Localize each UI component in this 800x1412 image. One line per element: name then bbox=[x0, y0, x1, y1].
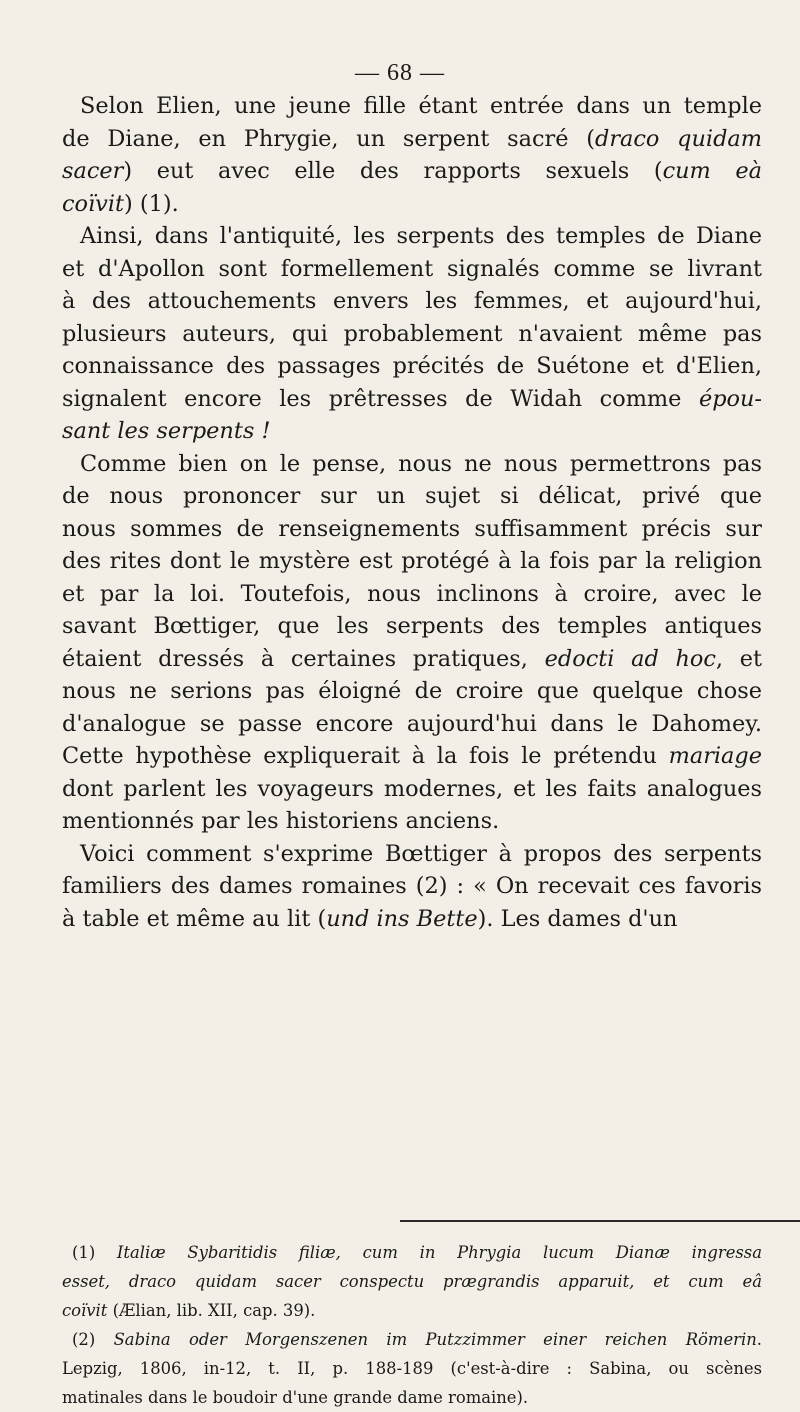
text-line bbox=[62, 318, 762, 351]
text-line bbox=[62, 870, 762, 903]
italic-text: coïvit bbox=[62, 1301, 108, 1320]
italic-text: sacer bbox=[62, 158, 124, 184]
footnote bbox=[62, 1238, 762, 1325]
italic-text: cum eà bbox=[662, 158, 762, 184]
paragraph bbox=[62, 220, 762, 448]
text-run: ) (1). bbox=[124, 190, 179, 217]
footnotes bbox=[62, 1238, 762, 1412]
italic-text: coïvit bbox=[62, 190, 124, 217]
text-line bbox=[62, 578, 762, 611]
italic-text: épou- bbox=[698, 385, 762, 412]
text-run: ). Les dames d'un bbox=[477, 905, 678, 932]
text-run: nous ne serions pas éloigné de croire que quelque chose bbox=[62, 678, 762, 704]
text-line bbox=[62, 415, 762, 448]
text-line bbox=[62, 285, 762, 318]
paragraph bbox=[62, 838, 762, 936]
page-number: — 68 — bbox=[355, 60, 445, 86]
text-run: savant Bœttiger, que les serpents des temples antiques bbox=[62, 613, 762, 639]
text-line bbox=[62, 253, 762, 286]
footnote-divider bbox=[400, 1220, 800, 1222]
italic-text: mariage bbox=[668, 743, 762, 769]
text-run: ) eut avec elle des rapports sexuels ( bbox=[123, 158, 663, 184]
footnote-line bbox=[62, 1383, 762, 1412]
italic-text: esset, draco quidam sacer conspectu prægrandis apparuit, et cum eâ bbox=[62, 1272, 762, 1291]
text-line bbox=[62, 383, 762, 416]
text-line bbox=[62, 513, 762, 546]
text-line bbox=[62, 220, 762, 253]
text-line bbox=[62, 773, 762, 806]
text-run: de nous prononcer sur un sujet si délicat, privé que bbox=[62, 483, 762, 509]
text-run: à table et même au lit ( bbox=[62, 905, 327, 932]
text-line bbox=[62, 610, 762, 643]
text-line bbox=[62, 448, 762, 481]
footnote-line bbox=[62, 1325, 762, 1354]
text-line bbox=[62, 350, 762, 383]
text-run: . bbox=[756, 1330, 762, 1349]
text-run: dont parlent les voyageurs modernes, et les faits analogues bbox=[62, 775, 762, 802]
text-run: Voici comment s'exprime Bœttiger à propos des serpents bbox=[80, 840, 762, 867]
text-run: (Ælian, lib. XII, cap. 39). bbox=[107, 1301, 316, 1320]
text-run: et d'Apollon sont formellement signalés comme se livrant bbox=[62, 255, 762, 282]
footnote-line bbox=[62, 1267, 762, 1296]
text-line bbox=[62, 708, 762, 741]
text-line bbox=[62, 90, 762, 123]
text-run: connaissance des passages précités de Suétone et d'Elien, bbox=[62, 353, 762, 379]
text-run: Cette hypothèse expliquerait à la fois le prétendu bbox=[62, 743, 669, 769]
text-run: et par la loi. Toutefois, nous inclinons à croire, avec le bbox=[62, 580, 762, 607]
text-run: de Diane, en Phrygie, un serpent sacré ( bbox=[62, 125, 595, 152]
text-run: signalent encore les prêtresses de Widah comme bbox=[62, 385, 699, 412]
footnote bbox=[62, 1325, 762, 1412]
text-run: à des attouchements envers les femmes, et aujourd'hui, bbox=[62, 288, 762, 314]
italic-text: Italiæ Sybaritidis filiæ, cum in Phrygia lucum Dianæ ingressa bbox=[116, 1243, 762, 1262]
italic-text: und ins Bette bbox=[326, 905, 478, 932]
text-run: familiers des dames romaines (2) : « On recevait ces favoris bbox=[62, 873, 762, 899]
text-run: étaient dressés à certaines pratiques, bbox=[62, 645, 545, 672]
text-run: nous sommes de renseignements suffisamment précis sur bbox=[62, 515, 762, 542]
text-run: Selon Elien, une jeune fille étant entrée dans un temple bbox=[80, 93, 762, 119]
text-run: Ainsi, dans l'antiquité, les serpents des temples de Diane bbox=[80, 223, 762, 249]
footnote-line bbox=[62, 1238, 762, 1267]
text-line bbox=[62, 188, 762, 221]
text-line bbox=[62, 545, 762, 578]
text-run: , et bbox=[715, 645, 762, 672]
text-line bbox=[62, 838, 762, 871]
text-line bbox=[62, 805, 762, 838]
text-run: d'analogue se passe encore aujourd'hui dans le Dahomey. bbox=[62, 710, 762, 737]
text-run: Lepzig, 1806, in-12, t. II, p. 188-189 (c'est-à-dire : Sabina, ou scènes bbox=[62, 1359, 762, 1378]
text-run: matinales dans le boudoir d'une grande dame romaine). bbox=[62, 1388, 529, 1407]
text-line bbox=[62, 123, 762, 156]
text-run: Comme bien on le pense, nous ne nous permettrons pas bbox=[80, 450, 762, 477]
text-line bbox=[62, 643, 762, 676]
text-line bbox=[62, 740, 762, 773]
text-run: des rites dont le mystère est protégé à la fois par la religion bbox=[62, 548, 762, 574]
body-text bbox=[62, 90, 762, 935]
paragraph bbox=[62, 90, 762, 220]
text-run: (1) bbox=[72, 1243, 117, 1262]
text-line bbox=[62, 480, 762, 513]
text-line bbox=[62, 675, 762, 708]
italic-text: sant les serpents ! bbox=[62, 418, 271, 444]
text-line bbox=[62, 903, 762, 936]
footnote-line bbox=[62, 1296, 762, 1325]
italic-text: Sabina oder Morgenszenen im Putzzimmer einer reichen Römerin bbox=[113, 1330, 757, 1349]
italic-text: draco quidam bbox=[594, 125, 762, 152]
text-run: (2) bbox=[72, 1330, 114, 1349]
text-run: mentionnés par les historiens anciens. bbox=[62, 808, 500, 834]
footnote-line bbox=[62, 1354, 762, 1383]
italic-text: edocti ad hoc bbox=[544, 645, 716, 672]
text-line bbox=[62, 155, 762, 188]
paragraph bbox=[62, 448, 762, 838]
text-run: plusieurs auteurs, qui probablement n'avaient même pas bbox=[62, 320, 762, 347]
